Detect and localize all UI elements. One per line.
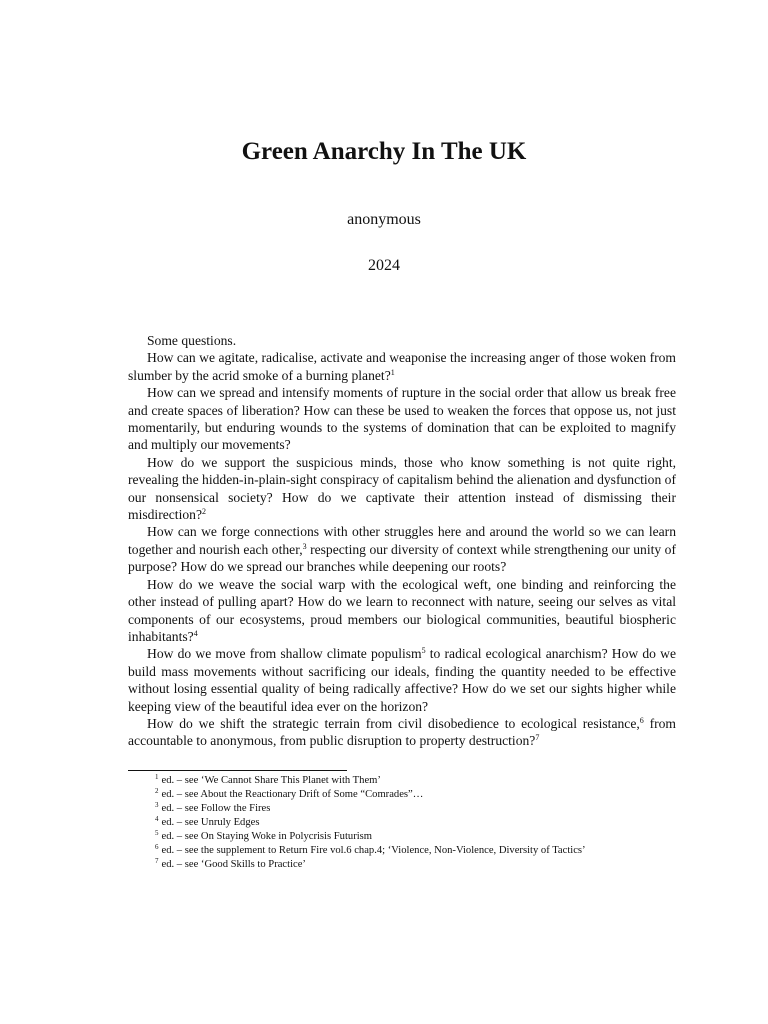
footnote-item xyxy=(155,774,695,788)
footnote-reference[interactable]: 1 xyxy=(390,367,395,377)
footnotes xyxy=(155,774,695,872)
footnote-item xyxy=(155,802,695,816)
paragraph-text: Some questions. xyxy=(147,333,237,348)
paragraph-text: respecting our diversity of context while strengthening our unity of purpose? How do we spread our branches while deepening our roots? xyxy=(128,541,676,575)
paragraph-text: How do we weave the social warp with the ecological weft, one binding and reinforcing the other instead of pulling apart? How do we learn to reconnect with nature, seeing our selves as vital components of our ecosystems, proud members our biological communities, beautiful biospheric inhabitants? xyxy=(128,576,676,644)
footnote-reference[interactable]: 7 xyxy=(535,733,540,743)
footnote-item xyxy=(155,830,695,844)
footnote-number: 3 xyxy=(155,801,159,809)
footnote-reference[interactable]: 6 xyxy=(639,715,644,725)
footnote-reference[interactable]: 3 xyxy=(302,541,307,551)
footnote-number: 4 xyxy=(155,815,159,823)
footnote-text: ed. – see Follow the Fires xyxy=(161,803,271,814)
footnote-text: ed. – see the supplement to Return Fire vol.6 chap.4; ‘Violence, Non-Violence, Diversity of Tactics’ xyxy=(161,845,586,856)
paragraph-text: How do we shift the strategic terrain from civil disobedience to ecological resistance, xyxy=(147,715,640,731)
paragraph xyxy=(128,523,676,575)
footnote-text: ed. – see About the Reactionary Drift of Some “Comrades”… xyxy=(161,789,424,800)
footnote-number: 6 xyxy=(155,843,159,851)
footnote-number: 2 xyxy=(155,787,159,795)
author-name: anonymous xyxy=(347,211,421,228)
footnote-number: 1 xyxy=(155,773,159,781)
footnote-item xyxy=(155,788,695,802)
paragraph-text: to radical ecological anarchism? How do we build mass movements without sacrificing our ideals, finding the quantity needed to be effective without losing essential quality of being radically affective? How do we set our sights higher while keeping view of the beautiful idea ever on the horizon? xyxy=(128,646,676,714)
paragraph xyxy=(128,384,676,454)
footnote-text: ed. – see ‘We Cannot Share This Planet with Them’ xyxy=(161,775,381,786)
footnote-text: ed. – see Unruly Edges xyxy=(161,817,260,828)
footnote-item xyxy=(155,816,695,830)
paragraph-text: How can we agitate, radicalise, activate and weaponise the increasing anger of those woken from slumber by the acrid smoke of a burning planet? xyxy=(128,350,676,383)
footnote-divider xyxy=(128,770,347,771)
footnote-reference[interactable]: 4 xyxy=(193,628,198,638)
footnote-text: ed. – see ‘Good Skills to Practice’ xyxy=(161,859,306,870)
footnote-number: 5 xyxy=(155,829,159,837)
footnote-text: ed. – see On Staying Woke in Polycrisis Futurism xyxy=(161,831,373,842)
footnote-item xyxy=(155,844,695,858)
paragraph xyxy=(128,332,676,349)
paragraph-text: from accountable to anonymous, from public disruption to property destruction? xyxy=(128,715,676,749)
paragraph xyxy=(128,645,676,715)
body-text xyxy=(128,332,676,750)
footnote-reference[interactable]: 5 xyxy=(421,646,426,656)
paragraph-text: How can we spread and intensify moments of rupture in the social order that allow us break free and create spaces of liberation? How can these be used to weaken the forces that oppose us, not just momentarily, but enduring wounds to the systems of domination that can be exploited to magnify and multiply our movements? xyxy=(128,385,676,453)
footnote-reference[interactable]: 2 xyxy=(202,507,206,517)
footnote-item xyxy=(155,858,695,872)
paragraph-text: How can we forge connections with other struggles here and around the world so we can learn together and nourish each other, xyxy=(128,524,676,557)
paragraph-text: How do we support the suspicious minds, those who know something is not quite right, revealing the hidden-in-plain-sight conspiracy of capitalism behind the alienation and dysfunction of our nonsensical society? How do we captivate their attention instead of dismissing their misdirection? xyxy=(128,454,676,523)
paragraph xyxy=(128,715,676,750)
paragraph xyxy=(128,454,676,524)
publication-year: 2024 xyxy=(368,257,400,274)
footnote-number: 7 xyxy=(155,857,159,865)
document-title: Green Anarchy In The UK xyxy=(241,138,527,165)
paragraph xyxy=(128,576,676,646)
paragraph-text: How do we move from shallow climate populism xyxy=(147,646,422,662)
paragraph xyxy=(128,349,676,384)
